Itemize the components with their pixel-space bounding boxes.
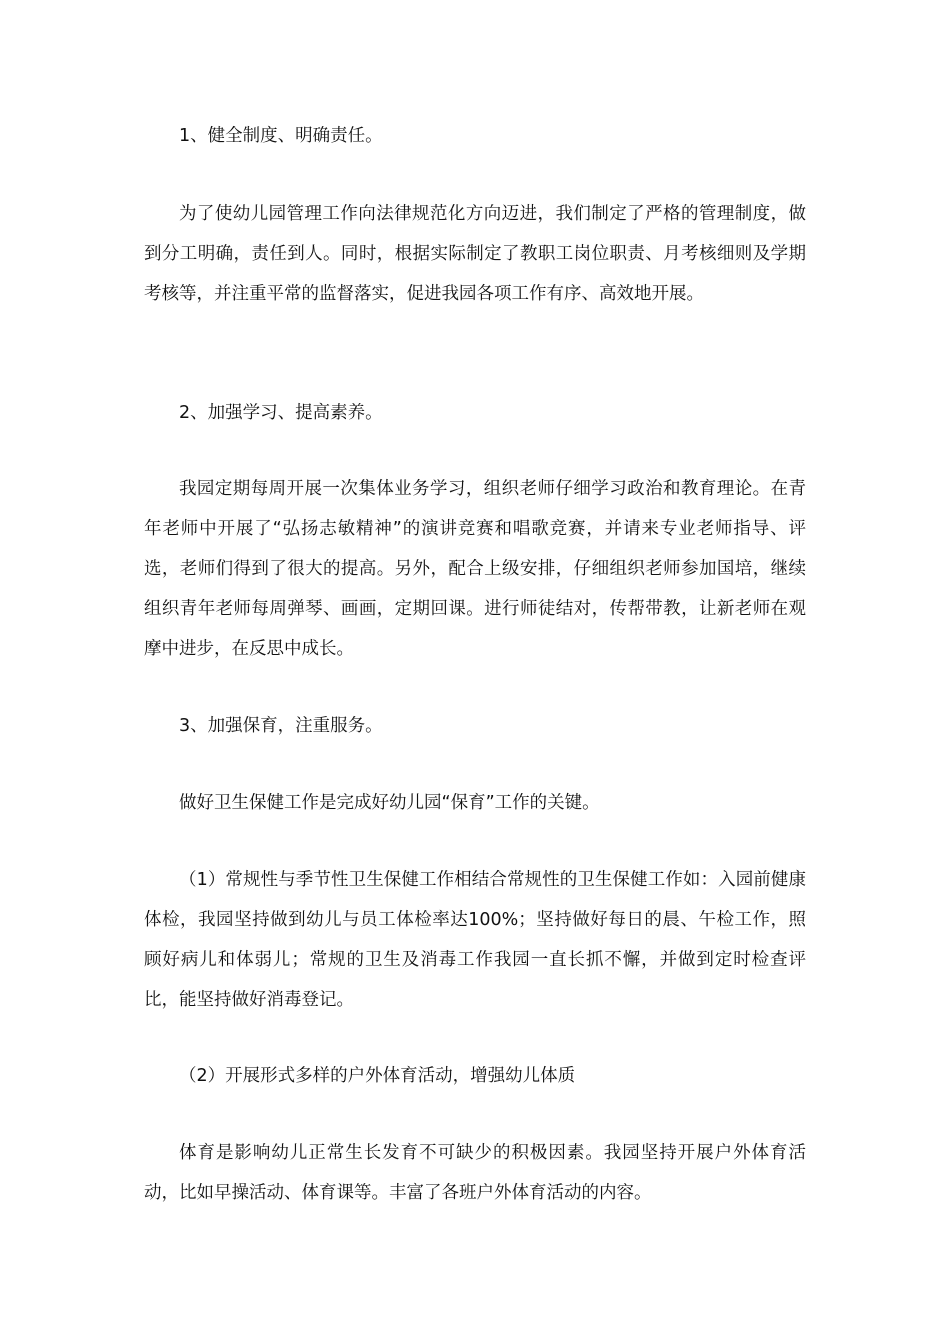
paragraph-sports: 体育是影响幼儿正常生长发育不可缺少的积极因素。我园坚持开展户外体育活动，比如早操活动、体育课等。丰富了各班户外体育活动的内容。: [144, 1143, 806, 1203]
section-heading-3: 3、加强保育，注重服务。: [179, 716, 383, 736]
subheading-outdoor-activities: （2）开展形式多样的户外体育活动，增强幼儿体质: [179, 1066, 576, 1086]
section-heading-1: 1、健全制度、明确责任。: [179, 126, 383, 146]
paragraph-health-routine: （1）常规性与季节性卫生保健工作相结合常规性的卫生保健工作如：入园前健康体检，我园坚持做到幼儿与员工体检率达100%；坚持做好每日的晨、午检工作，照顾好病儿和体弱儿；常规的卫生及消毒工作我园一直长抓不懈，并做到定时检查评比，能坚持做好消毒登记。: [144, 870, 806, 1010]
paragraph-study: 我园定期每周开展一次集体业务学习，组织老师仔细学习政治和教育理论。在青年老师中开展了“弘扬志敏精神”的演讲竞赛和唱歌竞赛，并请来专业老师指导、评选，老师们得到了很大的提高。另外，配合上级安排，仔细组织老师参加国培，继续组织青年老师每周弹琴、画画，定期回课。进行师徒结对，传帮带教，让新老师在观摩中进步，在反思中成长。: [144, 479, 806, 659]
section-heading-2: 2、加强学习、提高素养。: [179, 403, 383, 423]
paragraph-management: 为了使幼儿园管理工作向法律规范化方向迈进，我们制定了严格的管理制度，做到分工明确，责任到人。同时，根据实际制定了教职工岗位职责、月考核细则及学期考核等，并注重平常的监督落实，促进我园各项工作有序、高效地开展。: [144, 204, 806, 304]
paragraph-health-intro: 做好卫生保健工作是完成好幼儿园“保育”工作的关键。: [179, 793, 600, 813]
